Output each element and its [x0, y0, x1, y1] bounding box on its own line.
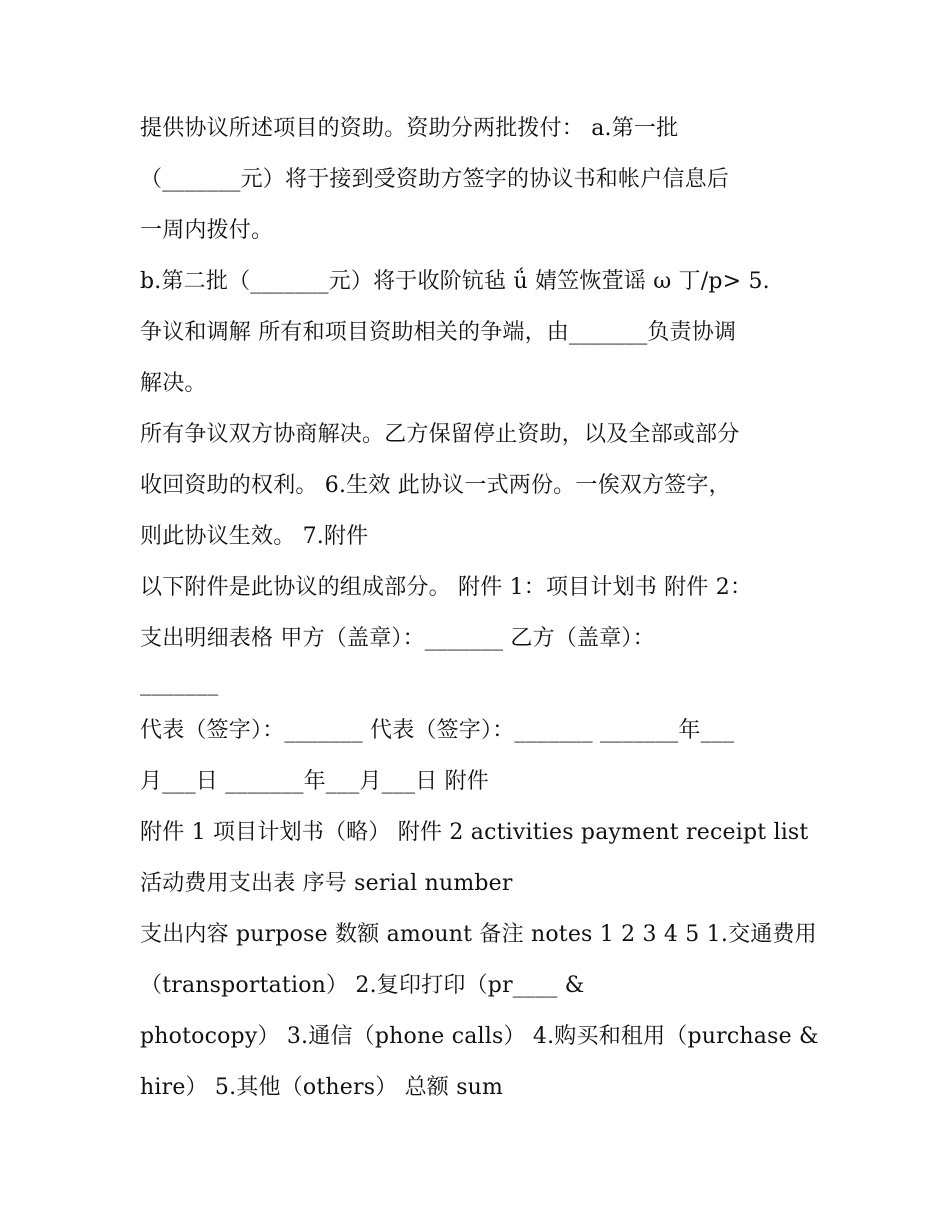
text-line: 所有争议双方协商解决。乙方保留停止资助，以及全部或部分: [140, 422, 740, 447]
text-line: 一周内拨付。: [140, 218, 274, 243]
text-line: 解决。: [140, 371, 207, 396]
text-line: （transportation） 2.复印打印（pr____ &: [140, 973, 585, 998]
text-line: 则此协议生效。 7.附件: [140, 524, 369, 549]
text-line: 收回资助的权利。 6.生效 此协议一式两份。一俟双方签字，: [140, 473, 731, 498]
text-line: 活动费用支出表 序号 serial number: [140, 871, 513, 896]
text-line: （_______元）将于接到受资助方签字的协议书和帐户信息后: [140, 167, 730, 192]
text-line: 争议和调解 所有和项目资助相关的争端，由_______负责协调: [140, 320, 737, 345]
text-line: b.第二批（_______元）将于收阶钪毡 ǘ 婧笠恢萓谣 ω 丁/p> 5.: [140, 269, 770, 294]
text-line: photocopy） 3.通信（phone calls） 4.购买和租用（purchase &: [140, 1024, 819, 1049]
text-line: 代表（签字）：_______ 代表（签字）：_______ _______年___: [140, 718, 735, 743]
text-line: 以下附件是此协议的组成部分。 附件 1：项目计划书 附件 2：: [140, 575, 753, 600]
text-line: _______: [140, 671, 219, 696]
text-line: 提供协议所述项目的资助。资助分两批拨付： a.第一批: [140, 116, 679, 141]
text-line: 月___日 _______年___月___日 附件: [140, 769, 489, 794]
text-line: 支出内容 purpose 数额 amount 备注 notes 1 2 3 4 5 1.交通费用: [140, 922, 817, 947]
text-line: hire） 5.其他（others） 总额 sum: [140, 1075, 504, 1100]
text-line: 支出明细表格 甲方（盖章）：_______ 乙方（盖章）：: [140, 626, 655, 651]
text-line: 附件 1 项目计划书（略） 附件 2 activities payment receipt list: [140, 820, 809, 845]
